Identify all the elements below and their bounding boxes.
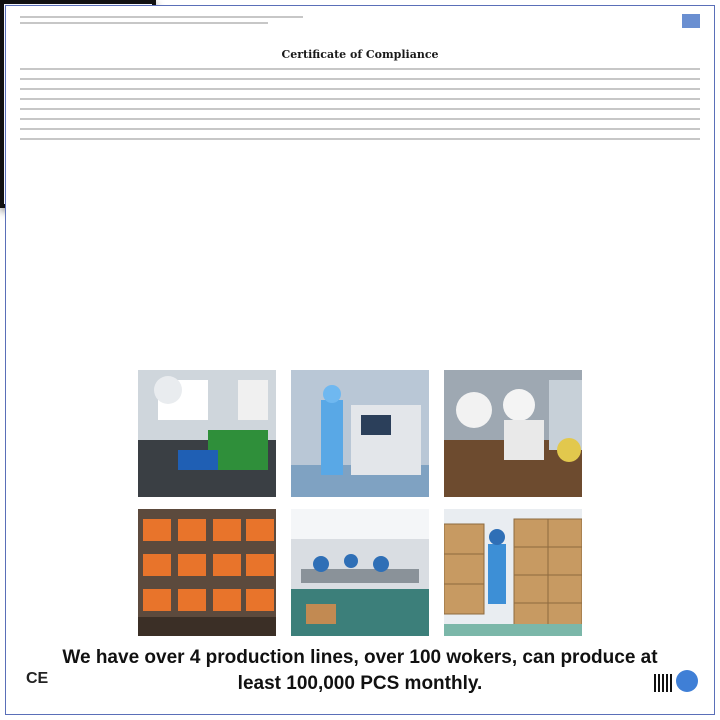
photo-electronics-assembly xyxy=(138,370,276,497)
photo-orange-boards xyxy=(138,509,276,636)
photo-workers-wiring xyxy=(444,370,582,497)
ce-mark: CE xyxy=(26,670,49,687)
photo-smt-machine-worker xyxy=(291,370,429,497)
photo-warehouse-cartons xyxy=(444,509,582,636)
photo-production-line xyxy=(291,509,429,636)
certificate-title: Certificate of Compliance xyxy=(281,48,439,61)
headline-production: We have over 4 production lines, over 100 wokers, can produce at least 100,000 PCS monthly. xyxy=(62,647,658,694)
